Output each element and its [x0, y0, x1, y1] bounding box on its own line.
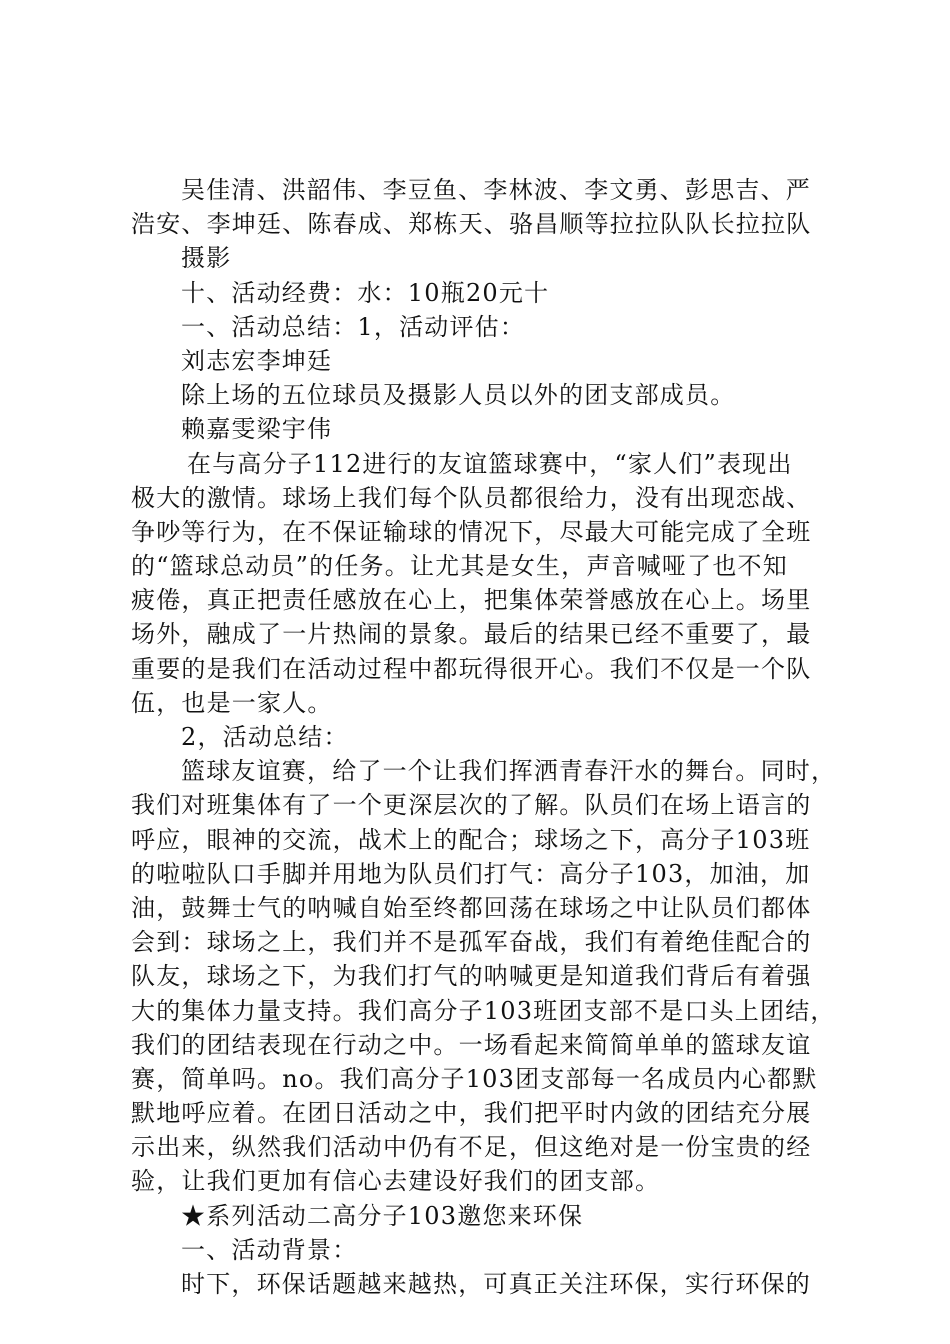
text-line: 伍，也是一家人。 [131, 688, 333, 717]
paragraph-first-line: 在与高分子112进行的友谊篮球赛中，“家人们”表现出 [187, 449, 793, 478]
section-heading: 一、活动总结：1，活动评估： [181, 312, 526, 341]
document-body [131, 173, 836, 1301]
text-line: 浩安、李坤廷、陈春成、郑栋天、骆昌顺等拉拉队队长拉拉队 [131, 210, 812, 239]
text-line: 吴佳清、洪韶伟、李豆鱼、李林波、李文勇、彭思吉、严 [181, 176, 811, 204]
text-line: 示出来，纵然我们活动中仍有不足，但这绝对是一份宝贵的经 [131, 1133, 812, 1162]
text-line: 争吵等行为，在不保证输球的情况下，尽最大可能完成了全班 [131, 517, 812, 546]
text-line: 呼应，眼神的交流，战术上的配合；球场之下，高分子103班 [131, 825, 811, 854]
text-line: 油，鼓舞士气的呐喊自始至终都回荡在球场之中让队员们都体 [131, 893, 812, 922]
section-heading: 一、活动背景： [181, 1235, 358, 1264]
text-line: 极大的激情。球场上我们每个队员都很给力，没有出现恋战、 [131, 483, 812, 512]
text-line: 摄影 [181, 244, 232, 273]
text-line: 队友，球场之下，为我们打气的呐喊更是知道我们背后有着强 [131, 962, 812, 991]
text-line: 刘志宏李坤廷 [181, 346, 333, 375]
section-heading: 2，活动总结： [181, 723, 349, 751]
text-line: 赖嘉雯梁宇伟 [181, 415, 333, 444]
text-line: 赛，简单吗。no。我们高分子103团支部每一名成员内心都默 [131, 1064, 818, 1093]
section-heading: 十、活动经费：水：10瓶20元十 [181, 278, 550, 307]
text-line: 验，让我们更加有信心去建设好我们的团支部。 [131, 1167, 661, 1196]
text-line: 重要的是我们在活动过程中都玩得很开心。我们不仅是一个队 [131, 654, 812, 683]
text-line: 的“篮球总动员”的任务。让尤其是女生，声音喊哑了也不知 [131, 552, 788, 581]
paragraph-first-line: 时下，环保话题越来越热，可真正关注环保，实行环保的 [181, 1270, 811, 1298]
text-line: 大的集体力量支持。我们高分子103班团支部不是口头上团结， [131, 996, 836, 1025]
text-line: 除上场的五位球员及摄影人员以外的团支部成员。 [181, 381, 736, 410]
text-line: 会到：球场之上，我们并不是孤军奋战，我们有着绝佳配合的 [131, 928, 812, 957]
text-line: 疲倦，真正把责任感放在心上，把集体荣誉感放在心上。场里 [131, 586, 812, 615]
section-heading: ★系列活动二高分子103邀您来环保 [181, 1201, 584, 1230]
text-line: 场外，融成了一片热闹的景象。最后的结果已经不重要了，最 [131, 620, 812, 649]
paragraph-first-line: 篮球友谊赛，给了一个让我们挥洒青春汗水的舞台。同时， [181, 757, 837, 786]
text-line: 我们的团结表现在行动之中。一场看起来简简单单的篮球友谊 [131, 1030, 812, 1059]
text-line: 默地呼应着。在团日活动之中，我们把平时内敛的团结充分展 [131, 1099, 812, 1128]
text-line: 我们对班集体有了一个更深层次的了解。队员们在场上语言的 [131, 791, 812, 820]
text-line: 的啦啦队口手脚并用地为队员们打气：高分子103，加油，加 [131, 859, 811, 888]
